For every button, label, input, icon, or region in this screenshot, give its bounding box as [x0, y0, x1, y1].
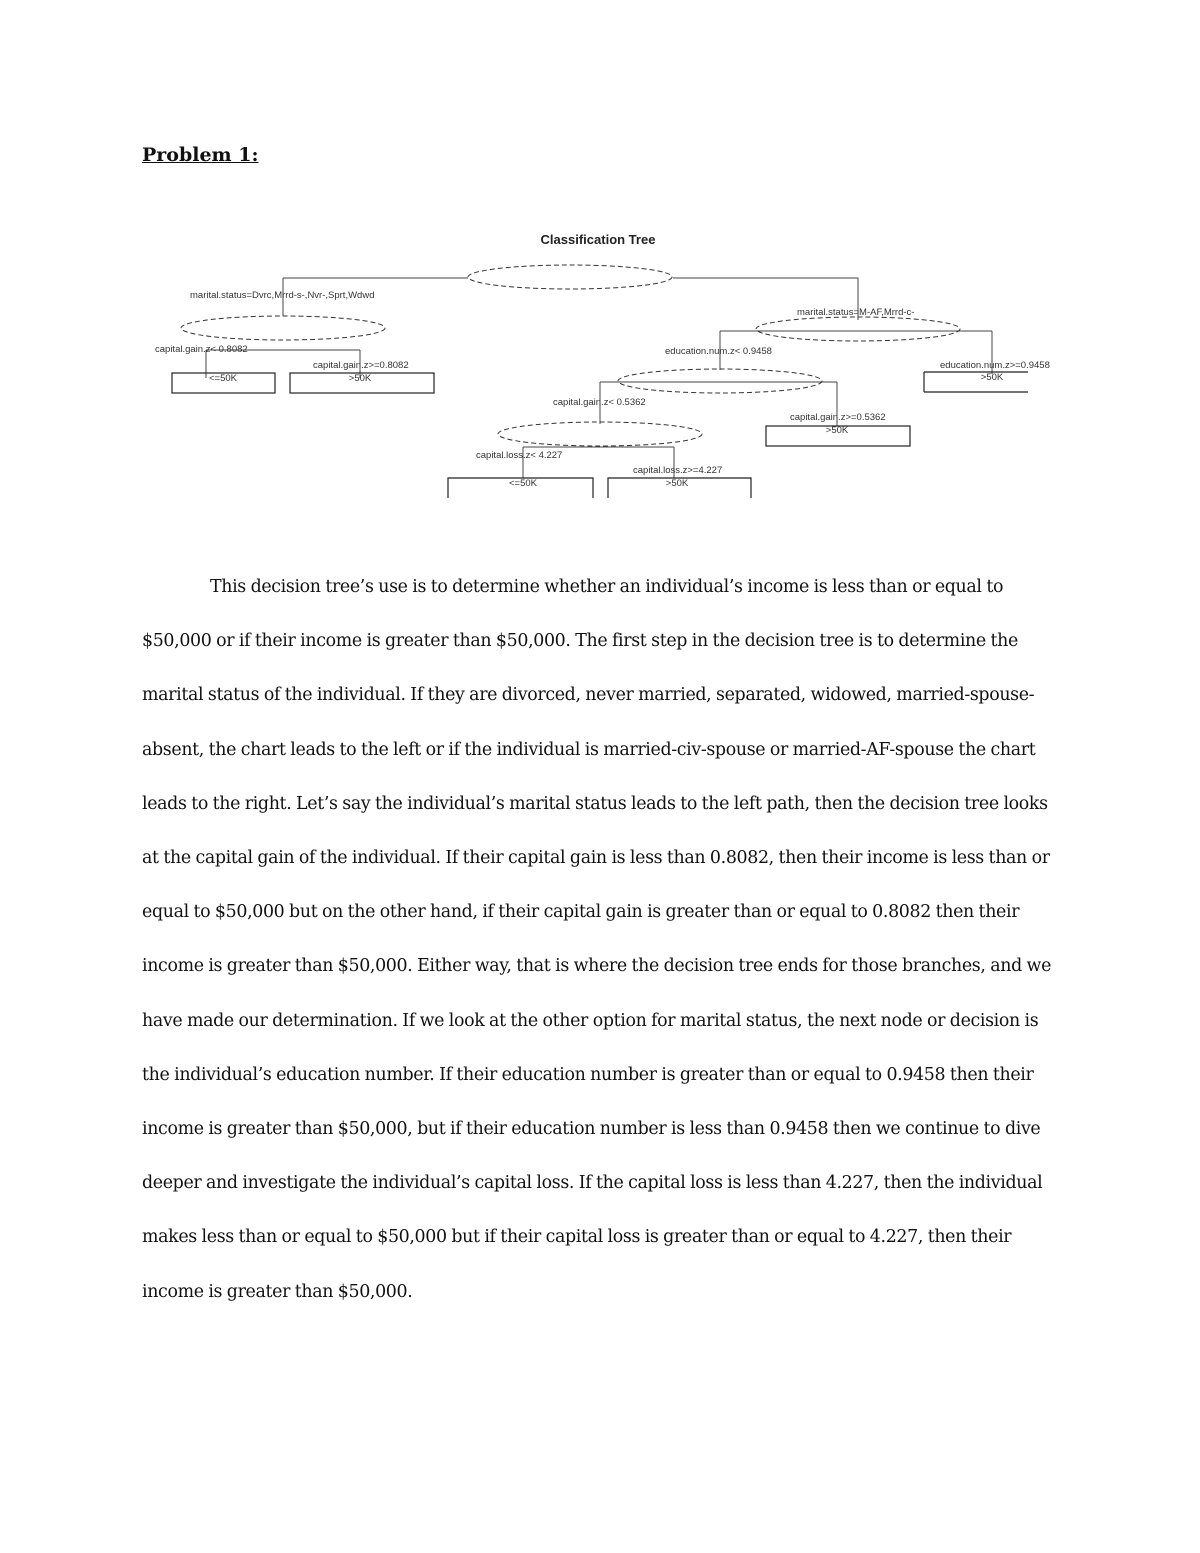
split-label-root-right: marital.status=M-AF,Mrrd-c-: [797, 307, 915, 318]
leaf-label-4: >50K: [825, 425, 849, 436]
leaf-label-3: >50K: [980, 372, 1004, 383]
split-label-loss-left: capital.loss.z< 4.227: [476, 450, 563, 461]
split-label-gain2-left: capital.gain.z< 0.5362: [553, 397, 646, 408]
split-label-loss-right: capital.loss.z>=4.227: [633, 465, 723, 476]
education-num-node: [756, 317, 960, 341]
split-label-gain2-right: capital.gain.z>=0.5362: [790, 412, 886, 423]
split-label-gain1-right: capital.gain.z>=0.8082: [313, 360, 409, 371]
problem-heading: Problem 1:: [142, 144, 259, 166]
classification-tree-figure: [150, 220, 1060, 510]
split-label-edu-right: education.num.z>=0.9458: [940, 360, 1050, 371]
split-label-root-left: marital.status=Dvrc,Mrrd-s-,Nvr-,Sprt,Wdwd: [190, 290, 375, 301]
split-label-gain1-left: capital.gain.z< 0.8082: [155, 344, 248, 355]
leaf-label-6: >50K: [665, 478, 689, 489]
capital-gain-node: [181, 316, 385, 340]
root-node: [468, 265, 672, 289]
leaf-label-5: <=50K: [509, 478, 537, 489]
split-label-edu-left: education.num.z< 0.9458: [665, 346, 772, 357]
leaf-label-2: >50K: [348, 373, 372, 384]
tree-title: Classification Tree: [540, 232, 656, 247]
capital-gain-node-2: [618, 369, 822, 393]
leaf-box-3: [924, 372, 1028, 392]
tree-diagram: [150, 220, 1060, 510]
capital-loss-node: [498, 422, 702, 446]
explanation-paragraph: This decision tree’s use is to determine whether an individual’s income is less than or equal to $50,000 or if their income is greater than $50,000. The first step in the decision tree is to determine the marital status of the individual. If they are divorced, never married, separated, widowed, married-spouse-absent, the chart leads to the left or if the individual is married-civ-spouse or married-AF-spouse the chart leads to the right. Let’s say the individual’s marital status leads to the left path, then the decision tree looks at the capital gain of the individual. If their capital gain is less than 0.8082, then their income is less than or equal to $50,000 but on the other hand, if their capital gain is greater than or equal to 0.8082 then their income is greater than $50,000. Either way, that is where the decision tree ends for those branches, and we have made our determination. If we look at the other option for marital status, the next node or decision is the individual’s education number. If their education number is greater than or equal to 0.9458 then their income is greater than $50,000, but if their education number is less than 0.9458 then we continue to dive deeper and investigate the individual’s capital loss. If the capital loss is less than 4.227, then the individual makes less than or equal to $50,000 but if their capital loss is greater than or equal to 4.227, then their income is greater than $50,000.: [142, 577, 1052, 1302]
leaf-label-1: <=50K: [209, 373, 237, 384]
